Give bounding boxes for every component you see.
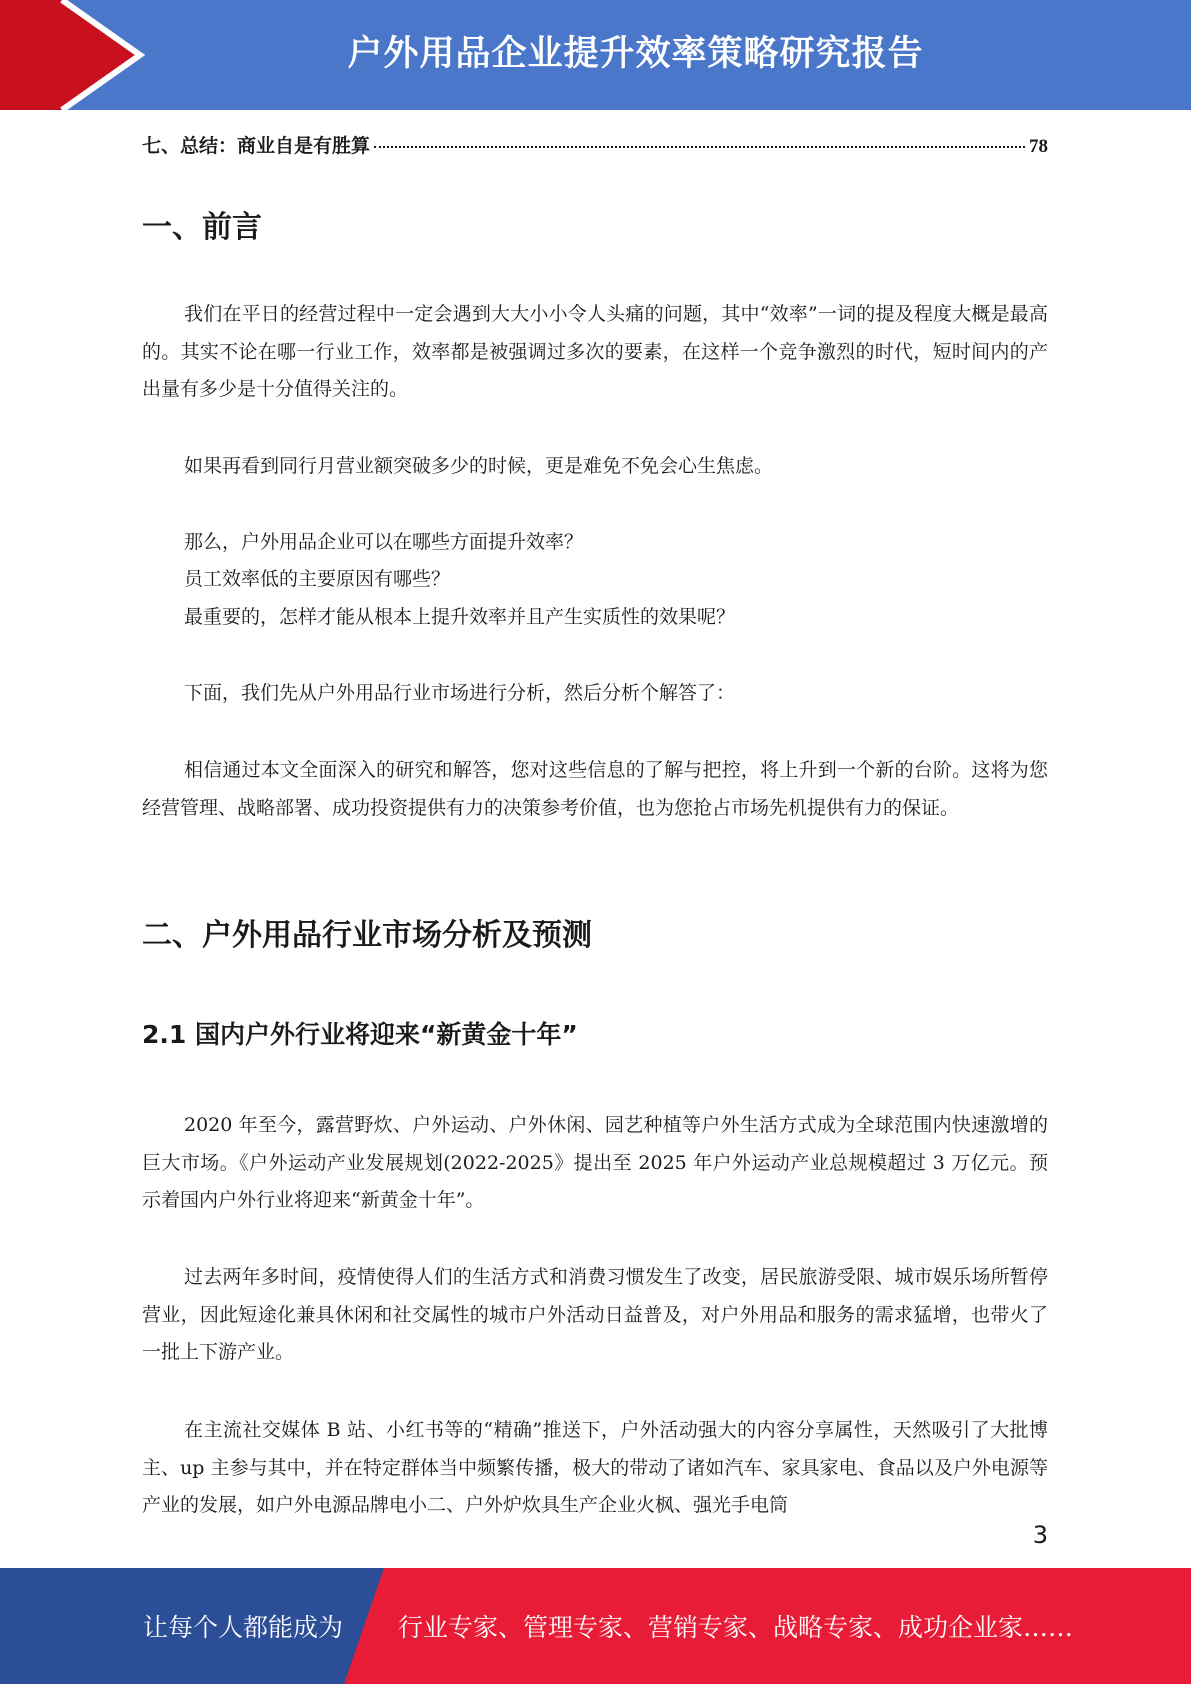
page-number: 3: [1032, 1521, 1048, 1549]
paragraph: 过去两年多时间，疫情使得人们的生活方式和消费习惯发生了改变，居民旅游受限、城市娱乐场所暂停营业，因此短途化兼具休闲和社交属性的城市户外活动日益普及，对户外用品和服务的需求猛增，也带火了一批上下游产业。: [142, 1266, 1048, 1363]
paragraph: 下面，我们先从户外用品行业市场进行分析，然后分析个解答了：: [184, 682, 736, 704]
toc-leader-dots: [374, 146, 1025, 148]
paragraph: 相信通过本文全面深入的研究和解答，您对这些信息的了解与把控，将上升到一个新的台阶。这将为您经营管理、战略部署、成功投资提供有力的决策参考价值，也为您抢占市场先机提供有力的保证。: [142, 759, 1048, 819]
question-line: 那么，户外用品企业可以在哪些方面提升效率？: [184, 531, 584, 553]
subsection-heading: 2.1 国内户外行业将迎来“新黄金十年”: [142, 1020, 578, 1049]
footer-slogan-left: 让每个人都能成为: [143, 1613, 344, 1642]
header-banner: [0, 0, 1191, 110]
paragraph: 我们在平日的经营过程中一定会遇到大大小小令人头痛的问题，其中“效率”一词的提及程度大概是最高的。其实不论在哪一行业工作，效率都是被强调过多次的要素，在这样一个竞争激烈的时代，短时间内的产出量有多少是十分值得关注的。: [142, 303, 1048, 400]
toc-entry-page: 78: [1029, 136, 1048, 157]
document-title: 户外用品企业提升效率策略研究报告: [347, 34, 924, 74]
question-line: 最重要的，怎样才能从根本上提升效率并且产生实质性的效果呢？: [184, 606, 736, 628]
paragraph: 在主流社交媒体 B 站、小红书等的“精确”推送下，户外活动强大的内容分享属性，天然吸引了大批博主、up 主参与其中，并在特定群体当中频繁传播，极大的带动了诸如汽车、家具家电、食品以及户外电源等产业的发展，如户外电源品牌电小二、户外炉炊具生产企业火枫、强光手电筒: [142, 1419, 1048, 1516]
paragraph: 2020 年至今，露营野炊、户外运动、户外休闲、园艺种植等户外生活方式成为全球范围内快速激增的巨大市场。《户外运动产业发展规划(2022-2025》提出至 2025 年户外运动产业总规模超过 3 万亿元。预示着国内户外行业将迎来“新黄金十年”。: [142, 1114, 1048, 1211]
toc-entry-label: 七、总结：商业自是有胜算: [142, 135, 371, 157]
question-line: 员工效率低的主要原因有哪些？: [184, 568, 451, 590]
footer-slogan-right: 行业专家、管理专家、营销专家、战略专家、成功企业家……: [398, 1613, 1074, 1642]
paragraph: 如果再看到同行月营业额突破多少的时候，更是难免不免会心生焦虑。: [184, 455, 774, 477]
footer-banner: [0, 1568, 1191, 1684]
toc-entry[interactable]: [142, 131, 1048, 158]
section-heading-market: 二、户外用品行业市场分析及预测: [142, 918, 592, 953]
section-heading-preface: 一、前言: [142, 210, 262, 245]
